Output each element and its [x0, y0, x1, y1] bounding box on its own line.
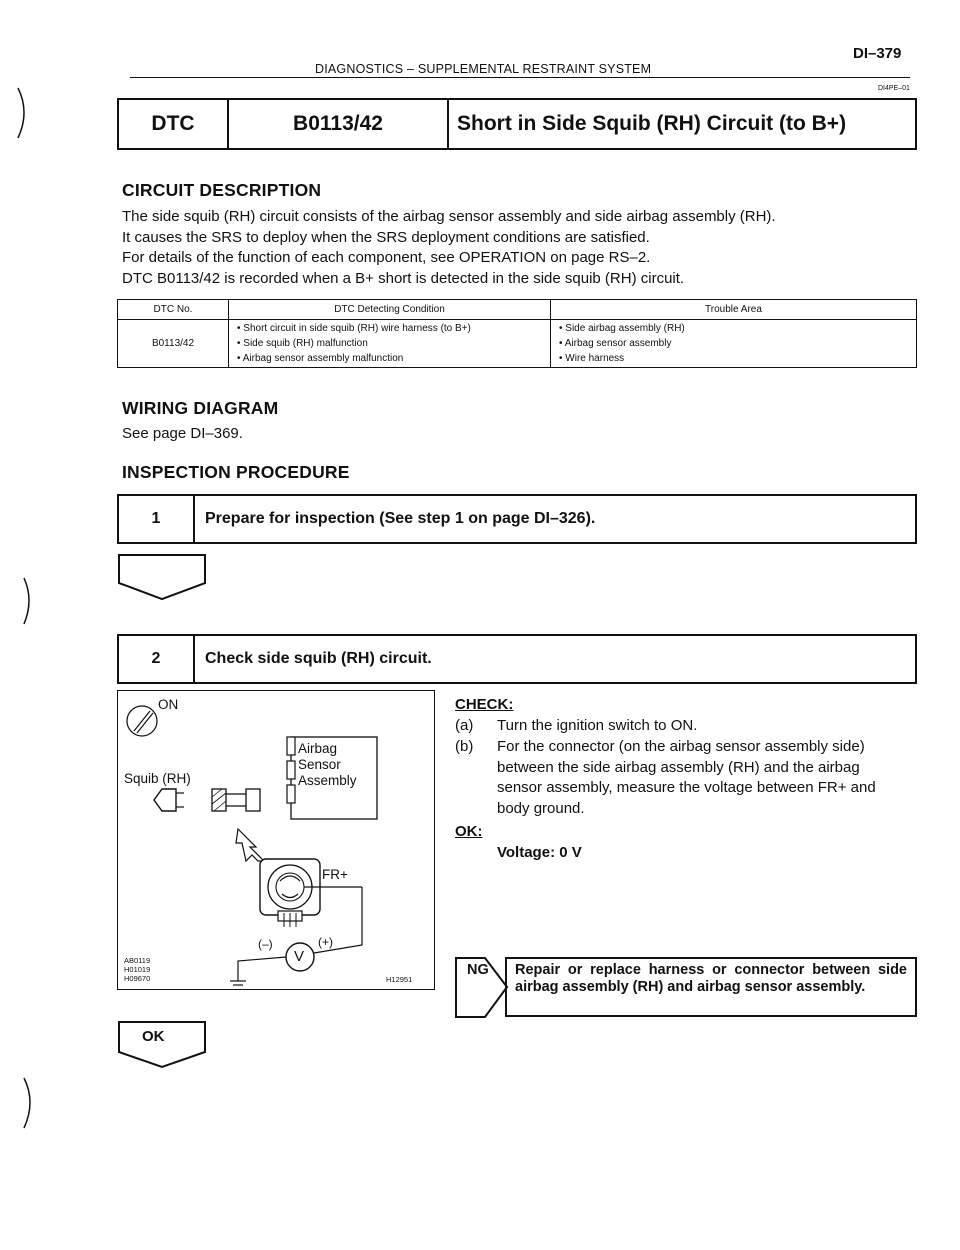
check-b-line: body ground. — [497, 799, 585, 817]
ng-label: NG — [467, 962, 489, 978]
circuit-description-text — [122, 207, 776, 289]
check-b-line: For the connector (on the airbag sensor assembly side) — [497, 738, 865, 755]
plus-label: (+) — [318, 935, 333, 949]
dtc-code: B0113/42 — [229, 100, 449, 148]
figure-ref-codes — [124, 956, 150, 983]
cell-trouble-areas — [551, 320, 917, 368]
ignition-on-label: ON — [158, 697, 179, 712]
minus-label: (–) — [258, 937, 273, 951]
ok-value: Voltage: 0 V — [497, 844, 582, 861]
circuit-description-line: For details of the function of each component, see OPERATION on page RS–2. — [122, 249, 651, 266]
step-1-number: 1 — [119, 496, 195, 542]
ok-heading: OK: — [455, 823, 483, 840]
header-rule — [130, 77, 910, 78]
dtc-label: DTC — [119, 100, 229, 148]
step-2-number: 2 — [119, 636, 195, 682]
dtc-title-box — [117, 98, 917, 150]
step-2-box — [117, 634, 917, 684]
circuit-description-heading: CIRCUIT DESCRIPTION — [122, 180, 322, 200]
wiring-diagram-text: See page DI–369. — [122, 425, 243, 442]
squib-label: Squib (RH) — [124, 771, 191, 786]
ok-label: OK — [142, 1028, 165, 1045]
figure-id: H12951 — [386, 975, 413, 984]
cell-dtc-no: B0113/42 — [118, 320, 229, 368]
dtc-title: Short in Side Squib (RH) Circuit (to B+) — [457, 112, 847, 135]
circuit-description-line: It causes the SRS to deploy when the SRS deployment conditions are satisfied. — [122, 228, 650, 246]
trouble-area-item: • Airbag sensor assembly — [559, 338, 672, 349]
check-b-line: sensor assembly, measure the voltage between FR+ and — [497, 779, 876, 796]
header-detecting-condition: DTC Detecting Condition — [229, 300, 551, 320]
down-arrow-icon — [117, 553, 207, 603]
sensor-label-line: Sensor — [298, 757, 341, 772]
ng-repair-box: Repair or replace harness or connector between side airbag assembly (RH) and airbag sensor assembly. — [505, 957, 917, 1017]
binding-marks — [0, 0, 40, 1250]
inspection-procedure-heading: INSPECTION PROCEDURE — [122, 462, 350, 482]
check-b-text — [497, 737, 917, 819]
sensor-label-line: Assembly — [298, 773, 357, 788]
trouble-area-item: • Wire harness — [559, 353, 625, 364]
document-code: DI4PE–01 — [878, 85, 910, 92]
voltmeter-label: V — [294, 948, 305, 965]
airbag-sensor-label — [298, 741, 357, 789]
condition-item: • Side squib (RH) malfunction — [237, 338, 368, 349]
check-b-line: between the side airbag assembly (RH) and the airbag — [497, 758, 860, 776]
wiring-diagram-heading: WIRING DIAGRAM — [122, 398, 279, 418]
header-dtc-no: DTC No. — [118, 300, 229, 320]
condition-item: • Airbag sensor assembly malfunction — [237, 353, 404, 364]
check-heading: CHECK: — [455, 696, 514, 713]
step-2-text: Check side squib (RH) circuit. — [205, 650, 432, 667]
ref-code: H01019 — [124, 965, 151, 974]
header-trouble-area: Trouble Area — [551, 300, 917, 320]
step-1-text: Prepare for inspection (See step 1 on page DI–326). — [205, 510, 596, 527]
cell-conditions — [229, 320, 551, 368]
check-b-label: (b) — [455, 738, 474, 755]
inspection-figure — [117, 690, 435, 990]
page-number: DI–379 — [853, 45, 902, 62]
check-a-label: (a) — [455, 717, 474, 734]
section-title: DIAGNOSTICS – SUPPLEMENTAL RESTRAINT SYSTEM — [315, 62, 652, 76]
condition-item: • Short circuit in side squib (RH) wire harness (to B+) — [237, 323, 471, 334]
ref-code: H09670 — [124, 974, 151, 983]
ref-code: AB0119 — [124, 956, 151, 965]
circuit-illustration — [118, 691, 434, 989]
dtc-table — [117, 299, 917, 368]
step-1-box — [117, 494, 917, 544]
circuit-description-line: DTC B0113/42 is recorded when a B+ short is detected in the side squib (RH) circuit. — [122, 269, 685, 287]
trouble-area-item: • Side airbag assembly (RH) — [559, 323, 685, 334]
circuit-description-line: The side squib (RH) circuit consists of the airbag sensor assembly and side airbag assembly (RH). — [122, 208, 776, 225]
fr-plus-label: FR+ — [322, 867, 348, 882]
check-a-text: Turn the ignition switch to ON. — [497, 717, 698, 734]
sensor-label-line: Airbag — [298, 741, 338, 756]
